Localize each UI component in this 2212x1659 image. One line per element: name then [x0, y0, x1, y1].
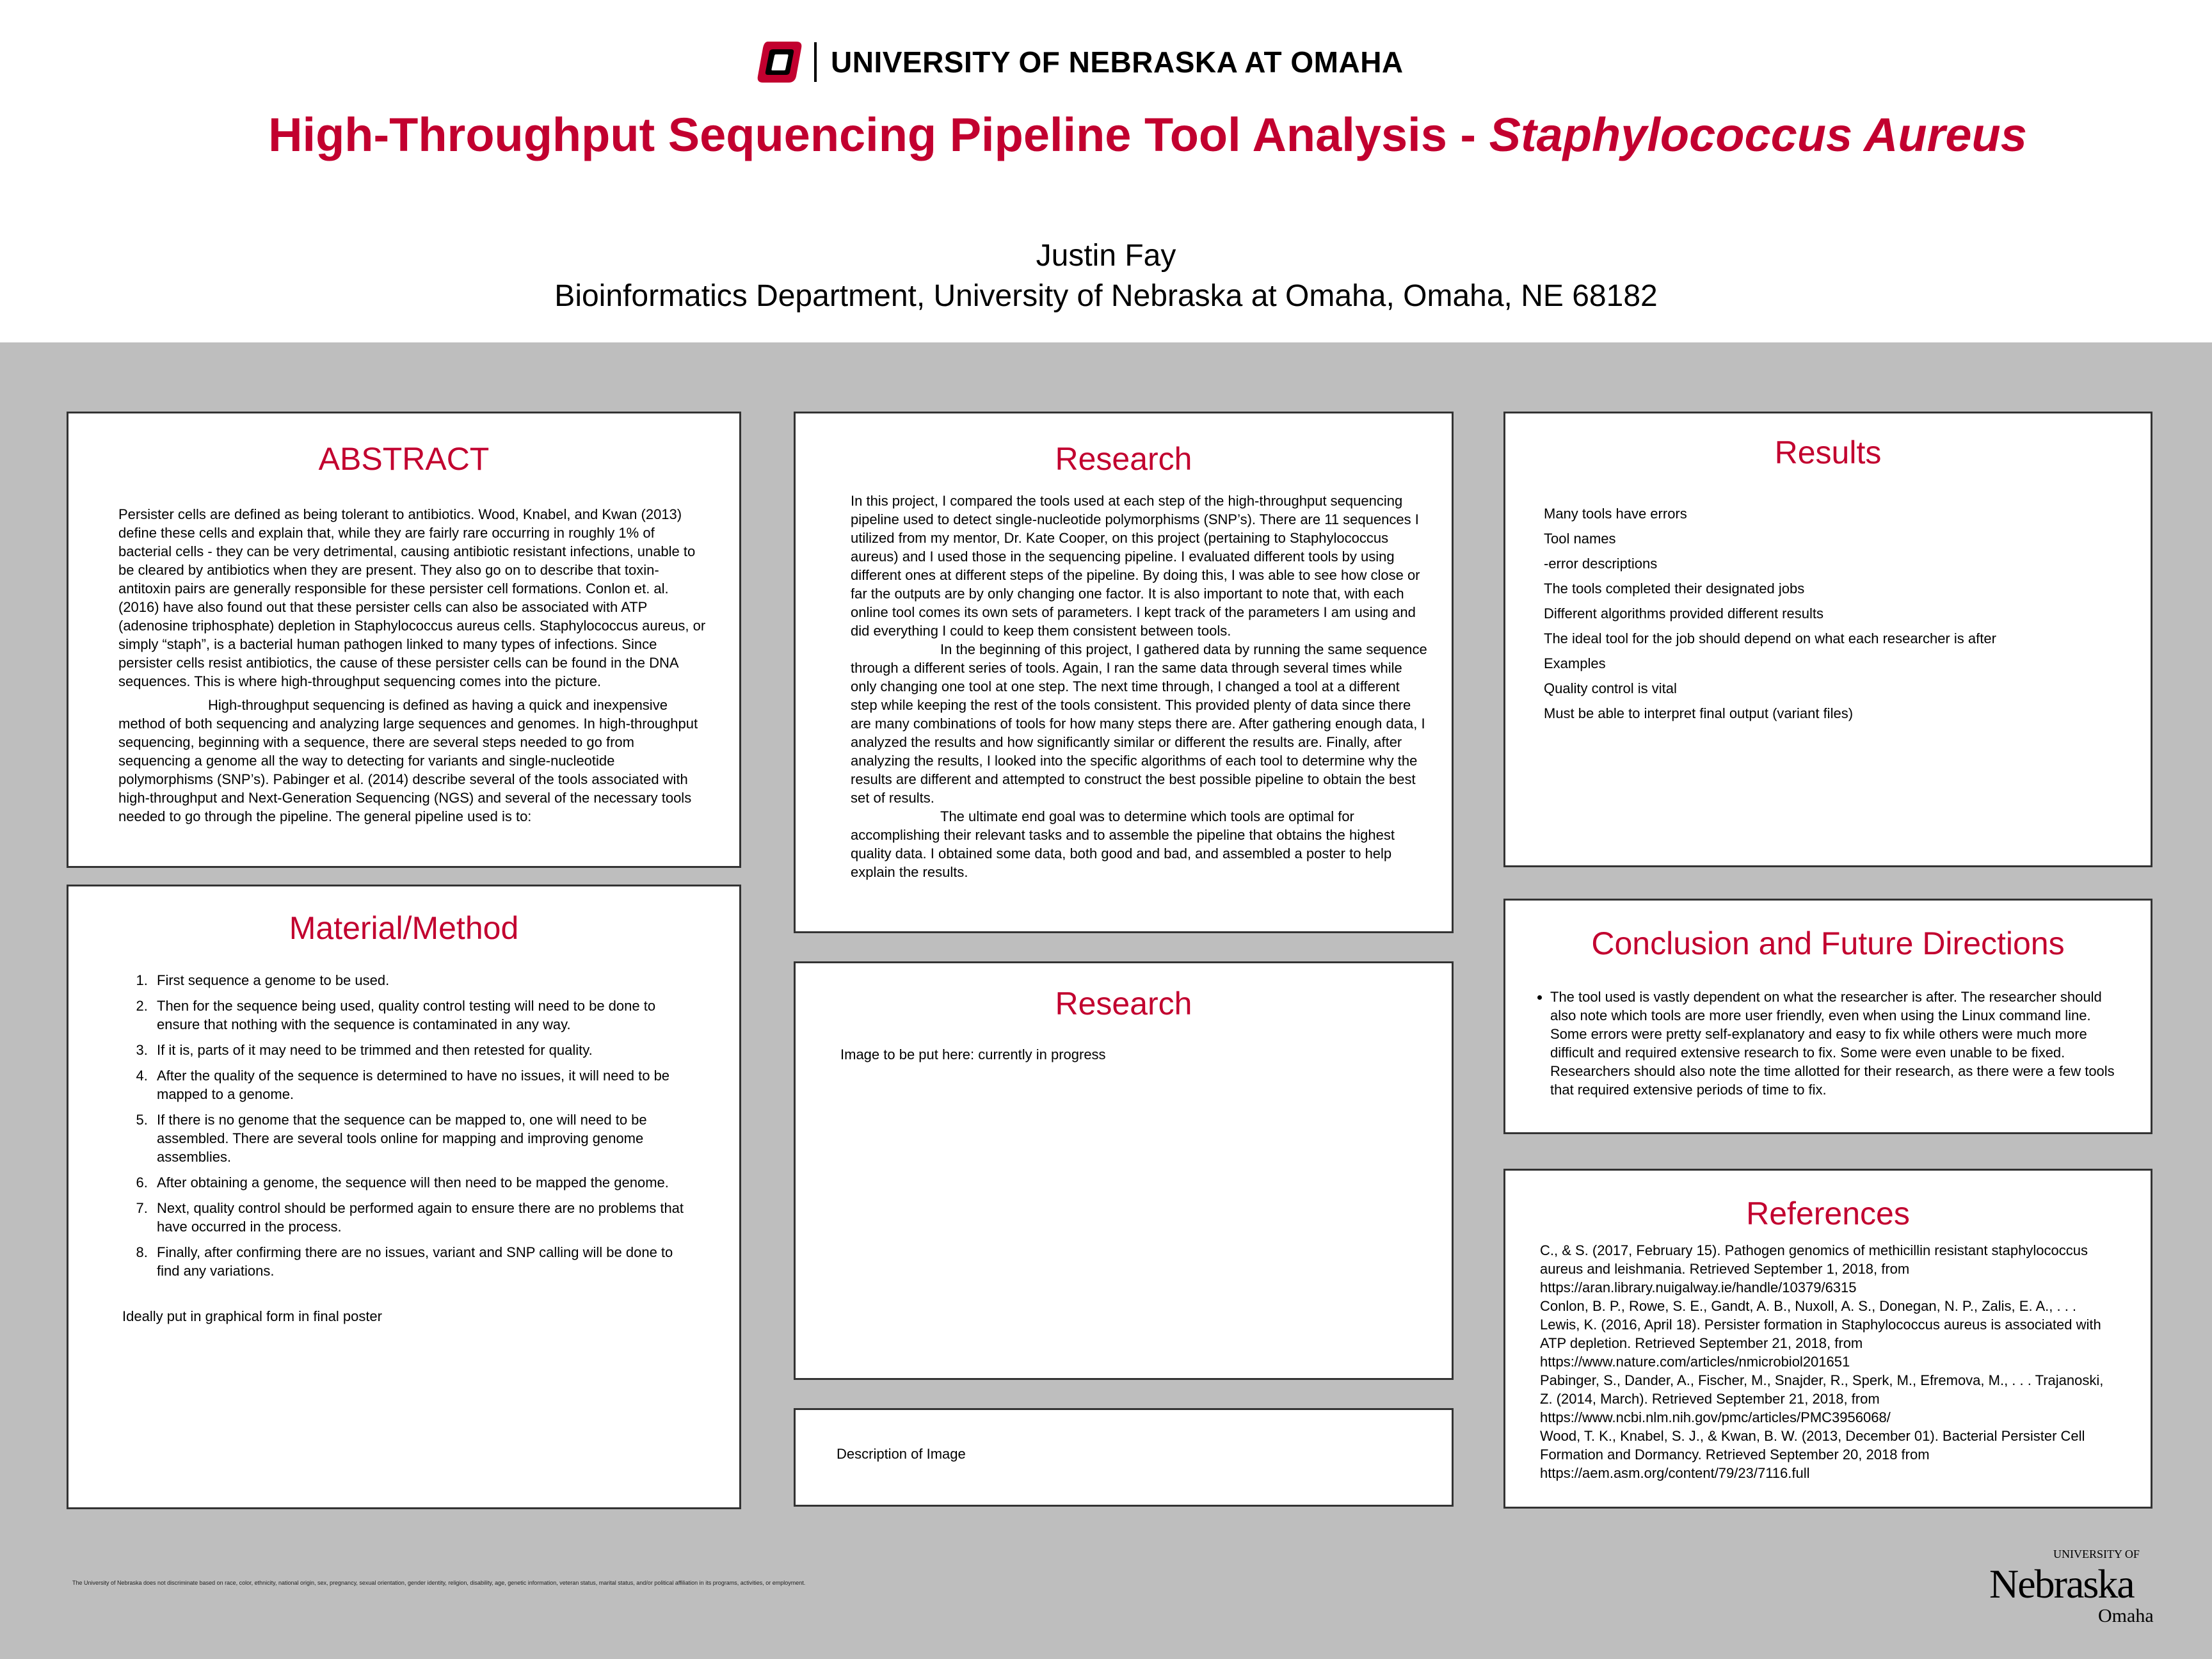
- poster-header: [0, 0, 2212, 342]
- results-body: [1544, 504, 2120, 729]
- university-name: UNIVERSITY OF NEBRASKA AT OMAHA: [831, 45, 1404, 79]
- results-panel: [1503, 412, 2152, 867]
- list-item: The tools completed their designated jobs: [1544, 581, 1805, 597]
- list-item: Different algorithms provided different results: [1544, 605, 1823, 621]
- uno-logo: [754, 33, 1404, 91]
- method-panel: [67, 885, 741, 1509]
- logo-omaha: Omaha: [2098, 1605, 2154, 1626]
- conclusion-heading: Conclusion and Future Directions: [1591, 926, 2065, 961]
- reference-item: C., & S. (2017, February 15). Pathogen genomics of methicillin resistant staphylococcus aureus and leishmania. Retrieved September 1, 2018, from https://aran.library.nuigalway.ie/handle/10379/6315: [1540, 1242, 2088, 1295]
- reference-item: Pabinger, S., Dander, A., Fischer, M., Snajder, R., Sperk, M., Efremova, M., . . . Trajanoski, Z. (2014, March). Retrieved September 21, 2018, from https://www.ncbi.nlm.nih.gov/pmc/articles/PMC3956068/: [1540, 1372, 2104, 1425]
- abstract-panel: [67, 412, 741, 868]
- list-item: 5. If there is no genome that the sequence can be mapped to, one will need to be assembled. There are several tools online for mapping and improving genome assemblies.: [152, 1110, 685, 1166]
- method-steps: [122, 971, 685, 1280]
- research-heading: Research: [1055, 441, 1192, 477]
- logo-university-of: UNIVERSITY OF: [2053, 1548, 2140, 1560]
- research-paragraph-2: In the beginning of this project, I gathered data by running the same sequence through a different series of tools. Again, I ran the same data through several times while only changing one tool at one step. The next time through, I changed a tool at a different step while keeping the rest of the tools consistent. This provided plenty of data since there are many combinations of tools for how many steps there are. After gathering enough data, I analyzed the results and how significantly similar or different the results are. Finally, after analyzing the results, I looked into the specific algorithms of each tool to determine why the results are different and attempted to construct the best possible pipeline to obtain the best set of results.: [851, 641, 1427, 806]
- author-affiliation: Bioinformatics Department, University of Nebraska at Omaha, Omaha, NE 68182: [554, 279, 1658, 313]
- list-item: 8. Finally, after confirming there are no issues, variant and SNP calling will be done to find any variations.: [152, 1243, 685, 1280]
- research-image-panel: [794, 961, 1454, 1380]
- image-description-text: Description of Image: [837, 1446, 966, 1462]
- list-item: Quality control is vital: [1544, 680, 1677, 696]
- list-item: 4. After the quality of the sequence is determined to have no issues, it will need to be mapped to a genome.: [152, 1066, 685, 1103]
- reference-item: Conlon, B. P., Rowe, S. E., Gandt, A. B., Nuxoll, A. S., Donegan, N. P., Zalis, E. A., . . . Lewis, K. (2016, April 18). Persister formation in Staphylococcus aureus is associated with ATP depletion. Retrieved September 21, 2018, from https://www.nature.com/articles/nmicrobiol201651: [1540, 1298, 2101, 1370]
- list-item: 7. Next, quality control should be performed again to ensure there are no problems that have occurred in the process.: [152, 1199, 685, 1236]
- list-item: Must be able to interpret final output (variant files): [1544, 705, 1854, 721]
- reference-item: Wood, T. K., Knabel, S. J., & Kwan, B. W. (2013, December 01). Bacterial Persister Cell Formation and Dormancy. Retrieved September 20, 2018 from https://aem.asm.org/content/79/23/7116.full: [1540, 1428, 2085, 1481]
- list-item: Many tools have errors: [1544, 506, 1687, 522]
- research-body: [851, 492, 1428, 881]
- logo-nebraska: Nebraska: [1989, 1561, 2134, 1607]
- list-item: 6. After obtaining a genome, the sequence will then need to be mapped the genome.: [152, 1173, 685, 1192]
- list-item: 1. First sequence a genome to be used.: [152, 971, 685, 990]
- method-heading: Material/Method: [289, 910, 519, 946]
- references-heading: References: [1746, 1196, 1910, 1231]
- list-item: Tool names: [1544, 531, 1616, 547]
- research-image-heading: Research: [1055, 986, 1192, 1022]
- title-main: High-Throughput Sequencing Pipeline Tool Analysis -: [268, 108, 1489, 161]
- list-item: 3. If it is, parts of it may need to be trimmed and then retested for quality.: [152, 1041, 685, 1059]
- list-item: The ideal tool for the job should depend on what each researcher is after: [1544, 630, 1996, 646]
- research-image-placeholder: Image to be put here: currently in progress: [840, 1046, 1106, 1062]
- abstract-paragraph-1: Persister cells are defined as being tolerant to antibiotics. Wood, Knabel, and Kwan (2013) define these cells and explain that, while they are fairly rare occurring in roughly 1% of bacterial cells - they can be very detrimental, causing antibiotic resistant infections, unable to be cleared by antibiotics when they are present. They also go on to describe that toxin-antitoxin pairs are generally responsible for these persister cell formations. Conlon et. al. (2016) have also found out that these persister cells can also be associated with ATP (adenosine triphosphate) depletion in Staphylococcus aureus cells. Staphylococcus aureus, or simply “staph”, is a bacterial human pathogen linked to many types of infections. Since persister cells resist antibiotics, the cause of these persister cells can be found in the DNA sequences. This is where high-throughput sequencing comes into the picture.: [118, 506, 706, 689]
- list-item: • The tool used is vastly dependent on what the researcher is after. The researcher should also note which tools are more user friendly, even when using the Linux command line. Some errors were pretty self-explanatory and easy to fix while others were much more difficult and required extensive research to fix. Some were even unable to be fixed. Researchers should also note the time allotted for their research, as there were a few tools that required extensive periods of time to fix.: [1550, 988, 2115, 1099]
- method-body: [122, 971, 685, 1326]
- research-panel: [794, 412, 1454, 933]
- abstract-body: [118, 505, 707, 826]
- author-name: Justin Fay: [1036, 239, 1176, 273]
- list-item: Examples: [1544, 655, 1606, 671]
- method-note: Ideally put in graphical form in final poster: [122, 1308, 382, 1324]
- logo-divider: [814, 42, 817, 82]
- uno-o-icon: [754, 36, 805, 88]
- research-paragraph-3: The ultimate end goal was to determine which tools are optimal for accomplishing their relevant tasks and to assemble the pipeline that obtains the highest quality data. I obtained some data, both good and bad, and assembled a poster to help explain the results.: [851, 808, 1395, 880]
- results-list: [1544, 504, 2120, 723]
- references-body: [1540, 1241, 2116, 1482]
- nondiscrimination-statement: The University of Nebraska does not discriminate based on race, color, ethnicity, national origin, sex, pregnancy, sexual orientation, gender identity, religion, disability, age, genetic information, veteran status, marital status, and/or political affiliation in its programs, activities, or employment.: [72, 1580, 806, 1586]
- list-item: -error descriptions: [1544, 556, 1658, 572]
- research-paragraph-1: In this project, I compared the tools used at each step of the high-throughput sequencing pipeline used to detect single-nucleotide polymorphisms (SNP’s). There are 11 sequences I utilized from my mentor, Dr. Kate Cooper, on this project (pertaining to Staphylococcus aureus) and I used those in the sequencing pipeline. I evaluated different tools by using different ones at different steps of the pipeline. By doing this, I was able to see how close or far the outputs are by only changing one factor. It is also important to note that, with each online tool comes its own sets of parameters. I kept track of the parameters I am using and did everything I could to keep them consistent between tools.: [851, 493, 1420, 639]
- abstract-paragraph-2: High-throughput sequencing is defined as having a quick and inexpensive method of both sequencing and analyzing large sequences and genomes. In high-throughput sequencing, beginning with a sequence, there are several steps needed to go from sequencing a genome all the way to detecting for variants and single-nucleotide polymorphisms (SNP’s). Pabinger et al. (2014) describe several of the tools associated with high-throughput and Next-Generation Sequencing (NGS) and several of the necessary tools needed to go through the pipeline. The general pipeline used is to:: [118, 697, 698, 824]
- title-italic: Staphylococcus Aureus: [1489, 108, 2027, 161]
- poster-title: [0, 108, 2212, 162]
- image-description-panel: [794, 1408, 1454, 1507]
- conclusion-panel: [1503, 899, 2152, 1134]
- references-panel: [1503, 1169, 2152, 1509]
- list-item: 2. Then for the sequence being used, quality control testing will need to be done to ensure that nothing with the sequence is contaminated in any way.: [152, 997, 685, 1034]
- results-heading: Results: [1774, 435, 1882, 470]
- conclusion-list: [1532, 988, 2115, 1099]
- conclusion-body: [1532, 988, 2115, 1099]
- abstract-heading: ABSTRACT: [318, 441, 490, 477]
- nebraska-omaha-logo: [1989, 1548, 2154, 1626]
